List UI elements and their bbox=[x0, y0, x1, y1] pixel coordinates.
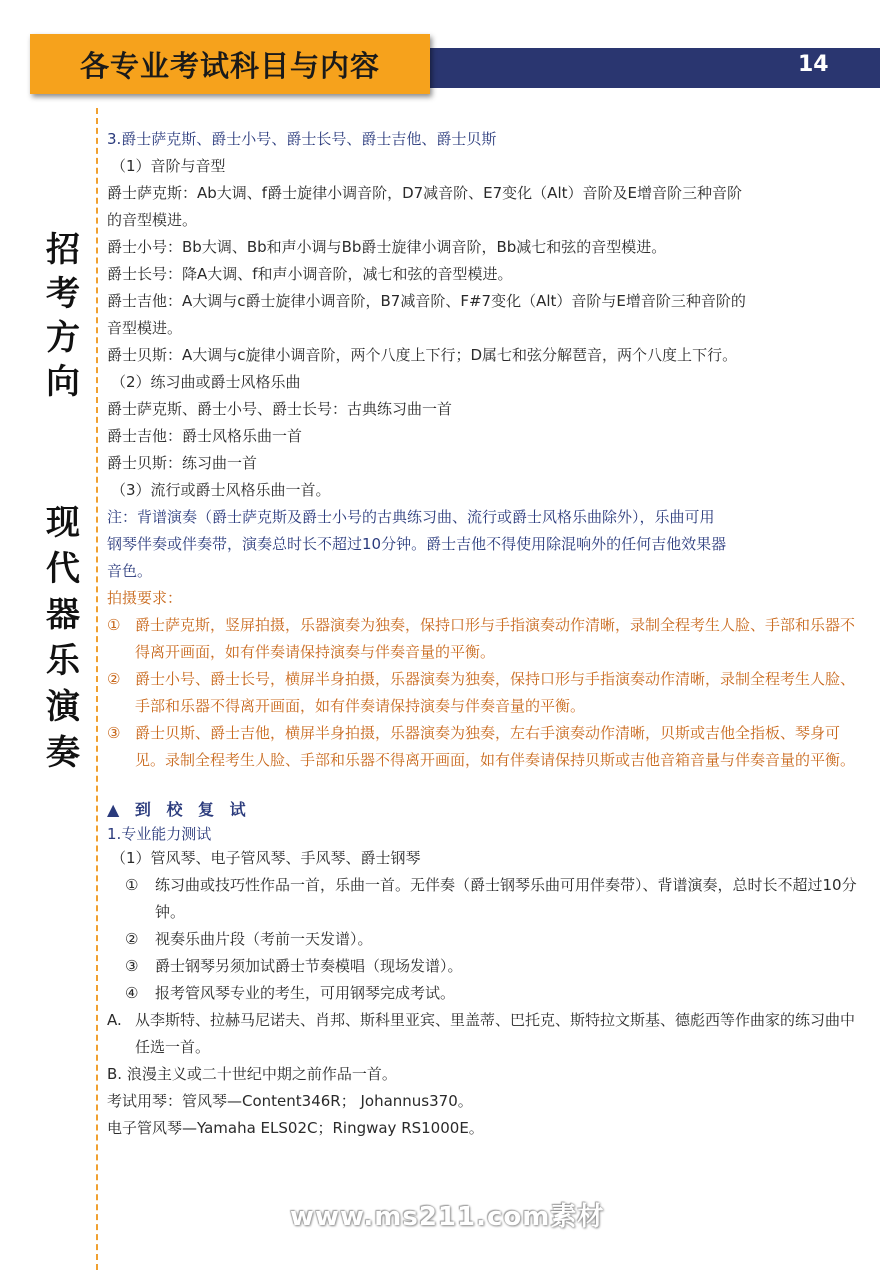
list-item bbox=[107, 612, 859, 666]
item-text: 爵士钢琴另须加试爵士节奏模唱（现场发谱）。 bbox=[155, 957, 463, 975]
side-label-modern-instrument bbox=[40, 500, 86, 776]
shooting-requirements-title: 拍摄要求： bbox=[107, 589, 183, 607]
paragraph-line: 爵士小号：Bb大调、Bb和声小调与Bb爵士旋律小调音阶，Bb减七和弦的音型模进。 bbox=[107, 238, 667, 256]
watermark: www.ms211.com素材 bbox=[290, 1202, 605, 1232]
page-number: 14 bbox=[798, 52, 829, 77]
item-text: 爵士贝斯、爵士吉他，横屏半身拍摄，乐器演奏为独奏，左右手演奏动作清晰，贝斯或吉他全指板、琴身可见。录制全程考生人脸、手部和乐器不得离开画面，如有伴奏请保持贝斯或吉他音箱音量与伴奏音量的平衡。 bbox=[135, 724, 856, 769]
list-item bbox=[107, 720, 859, 774]
paragraph-line: 爵士萨克斯、爵士小号、爵士长号：古典练习曲一首 bbox=[107, 400, 453, 418]
item-text: 从李斯特、拉赫马尼诺夫、肖邦、斯科里亚宾、里盖蒂、巴托克、斯特拉文斯基、德彪西等作曲家的练习曲中任选一首。 bbox=[135, 1011, 856, 1056]
subsection-heading: （1）音阶与音型 bbox=[111, 157, 226, 175]
paragraph-line: 爵士吉他：爵士风格乐曲一首 bbox=[107, 427, 303, 445]
side-char: 代 bbox=[46, 549, 80, 589]
item-text: 报考管风琴专业的考生，可用钢琴完成考试。 bbox=[155, 984, 456, 1002]
section-title: 3.爵士萨克斯、爵士小号、爵士长号、爵士吉他、爵士贝斯 bbox=[107, 130, 497, 148]
side-char: 现 bbox=[46, 503, 80, 543]
item-text: 爵士小号、爵士长号，横屏半身拍摄，乐器演奏为独奏，保持口形与手指演奏动作清晰，录制全程考生人脸、手部和乐器不得离开画面，如有伴奏请保持演奏与伴奏音量的平衡。 bbox=[135, 670, 856, 715]
list-item bbox=[107, 953, 859, 980]
item-marker: ② bbox=[107, 670, 121, 688]
side-char: 器 bbox=[46, 595, 80, 635]
subsection-heading: （3）流行或爵士风格乐曲一首。 bbox=[111, 481, 331, 499]
side-char: 乐 bbox=[46, 641, 80, 681]
note-line: 音色。 bbox=[107, 562, 153, 580]
item-marker: ③ bbox=[107, 724, 121, 742]
side-char: 向 bbox=[46, 362, 80, 402]
item-marker: A. bbox=[107, 1011, 122, 1029]
paragraph-line: 爵士贝斯：练习曲一首 bbox=[107, 454, 258, 472]
list-item bbox=[107, 926, 859, 953]
note-line: 钢琴伴奏或伴奏带，演奏总时长不超过10分钟。爵士吉他不得使用除混响外的任何吉他效果器 bbox=[107, 535, 727, 553]
subsection-heading: （2）练习曲或爵士风格乐曲 bbox=[111, 373, 301, 391]
professional-test-title: 1.专业能力测试 bbox=[107, 825, 212, 843]
item-marker: ④ bbox=[125, 984, 139, 1002]
side-char: 奏 bbox=[46, 733, 80, 773]
note-line: 注：背谱演奏（爵士萨克斯及爵士小号的古典练习曲、流行或爵士风格乐曲除外），乐曲可用 bbox=[107, 508, 715, 526]
paragraph-line: 爵士吉他：A大调与c爵士旋律小调音阶，B7减音阶、F#7变化（Alt）音阶与E增音阶三种音阶的 bbox=[107, 292, 746, 310]
dashed-divider bbox=[96, 108, 98, 1270]
side-label-admission-direction bbox=[40, 228, 86, 404]
side-char: 招 bbox=[46, 230, 80, 270]
paragraph-line: 爵士长号：降A大调、f和声小调音阶，减七和弦的音型模进。 bbox=[107, 265, 513, 283]
paragraph-line: 爵士萨克斯：Ab大调、f爵士旋律小调音阶，D7减音阶、E7变化（Alt）音阶及E增音阶三种音阶 bbox=[107, 184, 742, 202]
paragraph-line: 考试用琴：管风琴—Content346R； Johannus370。 bbox=[107, 1092, 473, 1110]
item-text: 爵士萨克斯，竖屏拍摄，乐器演奏为独奏，保持口形与手指演奏动作清晰，录制全程考生人脸、手部和乐器不得离开画面，如有伴奏请保持演奏与伴奏音量的平衡。 bbox=[135, 616, 856, 661]
paragraph-line: B. 浪漫主义或二十世纪中期之前作品一首。 bbox=[107, 1065, 397, 1083]
item-marker: ① bbox=[125, 876, 139, 894]
side-char: 演 bbox=[46, 687, 80, 727]
paragraph-line: 的音型模进。 bbox=[107, 211, 198, 229]
item-marker: ② bbox=[125, 930, 139, 948]
paragraph-line: 爵士贝斯：A大调与c旋律小调音阶，两个八度上下行；D属七和弦分解琶音，两个八度上下行。 bbox=[107, 346, 738, 364]
paragraph-line: 电子管风琴—Yamaha ELS02C；Ringway RS1000E。 bbox=[107, 1119, 484, 1137]
list-item bbox=[107, 872, 859, 926]
paragraph-line: 音型模进。 bbox=[107, 319, 183, 337]
item-text: 视奏乐曲片段（考前一天发谱）。 bbox=[155, 930, 373, 948]
subsection-heading: （1）管风琴、电子管风琴、手风琴、爵士钢琴 bbox=[111, 849, 421, 867]
title-tab bbox=[30, 34, 430, 94]
page-title: 各专业考试科目与内容 bbox=[79, 48, 380, 83]
item-marker: ① bbox=[107, 616, 121, 634]
list-item bbox=[107, 1007, 859, 1061]
side-char: 方 bbox=[46, 318, 80, 358]
list-item bbox=[107, 666, 859, 720]
main-content bbox=[107, 126, 859, 1142]
retest-heading: ▲ 到 校 复 试 bbox=[107, 800, 251, 819]
side-char: 考 bbox=[46, 274, 80, 314]
item-marker: ③ bbox=[125, 957, 139, 975]
item-text: 练习曲或技巧性作品一首，乐曲一首。无伴奏（爵士钢琴乐曲可用伴奏带）、背谱演奏，总时长不超过10分钟。 bbox=[155, 876, 857, 921]
list-item bbox=[107, 980, 859, 1007]
